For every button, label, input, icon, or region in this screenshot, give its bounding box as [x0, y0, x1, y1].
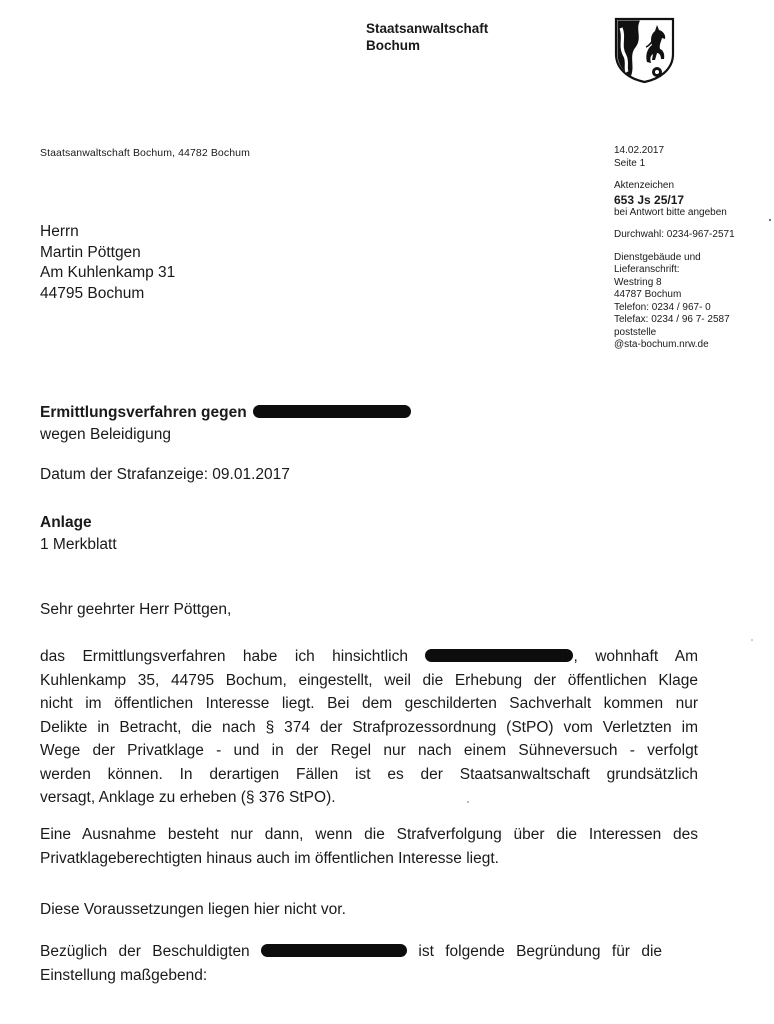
attachment-block — [40, 512, 117, 556]
subject-reason: wegen Beleidigung — [40, 426, 171, 443]
sender-return-address: Staatsanwaltschaft Bochum, 44782 Bochum — [40, 147, 250, 159]
office-fax: Telefax: 0234 / 96 7- 2587 — [614, 314, 730, 325]
subject-block — [40, 402, 740, 446]
redaction-bar — [425, 649, 573, 662]
paragraph-2 — [40, 823, 698, 870]
office-city: 44787 Bochum — [614, 289, 682, 300]
complaint-date: Datum der Strafanzeige: 09.01.2017 — [40, 466, 290, 483]
paragraph-1 — [40, 645, 698, 810]
paragraph-1-line-1 — [40, 645, 698, 669]
recipient-salutation: Herrn — [40, 223, 79, 240]
nrw-coat-of-arms-icon — [613, 16, 676, 84]
redaction-bar — [253, 405, 411, 418]
paragraph-4-line-2: Einstellung maßgebend: — [40, 966, 208, 984]
authority-line-2: Bochum — [366, 38, 420, 53]
subject-title: Ermittlungsverfahren gegen — [40, 404, 247, 421]
paragraph-3-line-1: Diese Voraussetzungen liegen hier nicht vor. — [40, 901, 346, 918]
office-mail-1: poststelle — [614, 326, 657, 338]
file-number-label: Aktenzeichen — [614, 180, 675, 191]
recipient-street: Am Kuhlenkamp 31 — [40, 264, 176, 281]
paragraph-1-line-6: werden können. In derartigen Fällen ist es der Staatsanwaltschaft grundsätzlich — [40, 765, 698, 783]
direct-dial: Durchwahl: 0234-967-2571 — [614, 229, 735, 240]
attachment-item: 1 Merkblatt — [40, 536, 117, 553]
info-column — [614, 145, 769, 352]
text-segment: das Ermittlungsverfahren habe ich hinsichtlich — [40, 648, 408, 665]
page-number: Seite 1 — [614, 157, 646, 169]
recipient-city: 44795 Bochum — [40, 284, 145, 302]
letter-salutation: Sehr geehrter Herr Pöttgen, — [40, 601, 232, 618]
authority-line-1: Staatsanwaltschaft — [366, 21, 489, 36]
paragraph-1-line-3: nicht im öffentlichen Interesse liegt. Bei dem geschilderten Sachverhalt kommen nur — [40, 695, 698, 712]
address-label-2: Lieferanschrift: — [614, 264, 680, 275]
recipient-name: Martin Pöttgen — [40, 243, 141, 261]
office-phone: Telefon: 0234 / 967- 0 — [614, 301, 711, 313]
paragraph-1-line-5: Wege der Privatklage - und in der Regel nur nach einem Sühneversuch - verfolgt — [40, 742, 698, 759]
letter-date: 14.02.2017 — [614, 145, 665, 156]
paragraph-2-line-2: Privatklageberechtigten hinaus auch im öffentlichen Interesse liegt. — [40, 849, 499, 867]
paragraph-4-line-1 — [40, 940, 662, 964]
recipient-address — [40, 222, 175, 304]
paragraph-1-line-4: Delikte in Betracht, die nach § 374 der Strafprozessordnung (StPO) vom Verletzten im — [40, 718, 698, 736]
file-number-note: bei Antwort bitte angeben — [614, 206, 727, 218]
paragraph-3 — [40, 898, 698, 922]
address-label-1: Dienstgebäude und — [614, 251, 701, 263]
office-street: Westring 8 — [614, 276, 662, 288]
text-segment: , wohnhaft Am — [573, 648, 698, 665]
office-mail-2: @sta-bochum.nrw.de — [614, 339, 709, 350]
text-segment: Bezüglich der Beschuldigten — [40, 943, 250, 960]
authority-name — [366, 20, 488, 54]
redaction-bar — [261, 944, 407, 957]
paragraph-1-line-2: Kuhlenkamp 35, 44795 Bochum, eingestellt, weil die Erhebung der öffentlichen Klage — [40, 671, 698, 689]
text-segment: ist folgende Begründung für die — [418, 943, 663, 960]
paragraph-2-line-1: Eine Ausnahme besteht nur dann, wenn die Strafverfolgung über die Interessen des — [40, 826, 698, 843]
file-number: 653 Js 25/17 — [614, 192, 685, 207]
paragraph-1-line-7: versagt, Anklage zu erheben (§ 376 StPO). — [40, 789, 336, 806]
attachment-label: Anlage — [40, 514, 92, 531]
paragraph-4 — [40, 940, 698, 987]
